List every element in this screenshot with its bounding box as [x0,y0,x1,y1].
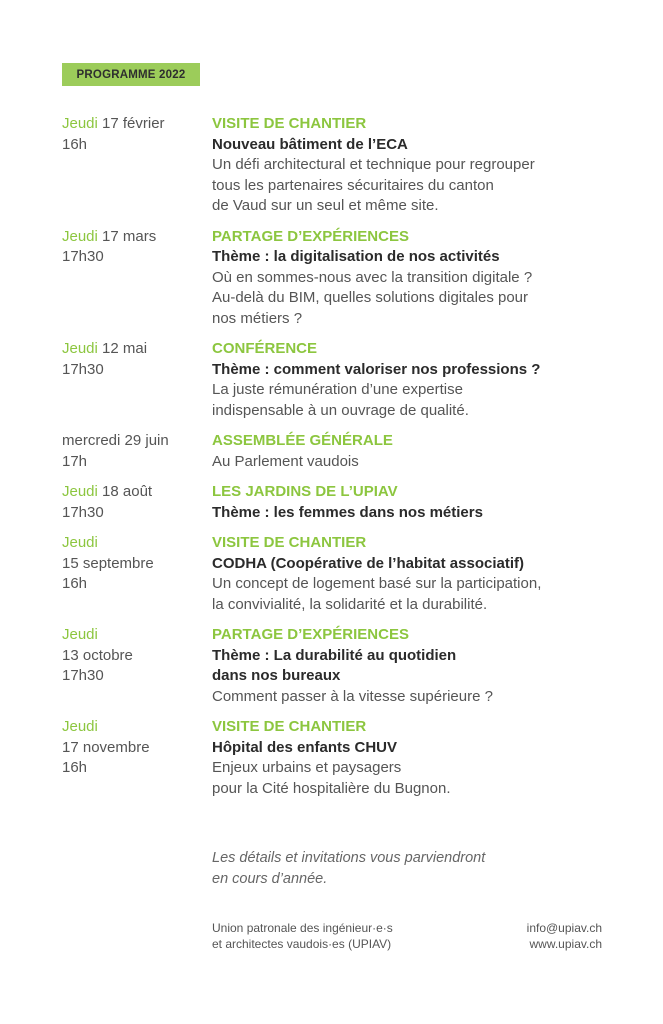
event-time: 16h [62,135,88,153]
event-row [62,482,622,523]
event-time: 16h [62,759,88,776]
event-title: Hôpital des enfants CHUV [212,738,398,756]
event-date [62,339,212,421]
event-detail-line: Au Parlement vaudois [212,452,359,470]
event-category: LES JARDINS DE L’UPIAV [212,483,398,500]
event-title: CODHA (Coopérative de l’habitat associatif) [212,554,524,572]
event-category: VISITE DE CHANTIER [212,534,367,551]
event-detail-line: Un défi architectural et technique pour regrouper [212,156,535,173]
event-detail-line: de Vaud sur un seul et même site. [212,197,439,214]
event-weekday: Jeudi [62,534,98,551]
event-category: PARTAGE D’EXPÉRIENCES [212,626,409,643]
event-category: VISITE DE CHANTIER [212,718,367,735]
event-description [212,431,622,472]
event-time: 17h30 [62,248,104,265]
event-time: 17h30 [62,503,104,521]
event-description [212,482,622,523]
event-description [212,625,622,707]
event-detail-line: Où en sommes-nous avec la transition digitale ? [212,268,533,286]
note-line: Les détails et invitations vous parviendront [212,850,486,866]
event-row [62,114,622,217]
event-description [212,717,622,799]
event-date [62,625,212,707]
event-weekday: Jeudi [62,115,98,132]
event-date [62,717,212,799]
event-day-month: 15 septembre [62,554,154,572]
event-date [62,482,212,523]
event-detail-line: indispensable à un ouvrage de qualité. [212,401,469,419]
event-category: PARTAGE D’EXPÉRIENCES [212,227,409,245]
event-list [62,114,622,809]
email-link[interactable]: info@upiav.ch [526,921,602,935]
event-detail-line: tous les partenaires sécuritaires du canton [212,176,494,194]
event-row [62,533,622,615]
org-line: et architectes vaudois·es (UPIAV) [212,937,392,951]
event-title: Thème : La durabilité au quotidien [212,646,457,664]
event-row [62,625,622,707]
footer-contact [527,920,602,952]
event-category: CONFÉRENCE [212,340,318,357]
event-day-month: 12 mai [97,340,148,357]
org-line: Union patronale des ingénieur·e·s [212,921,393,935]
website-link[interactable]: www.upiav.ch [529,937,602,951]
event-title: Nouveau bâtiment de l’ECA [212,135,408,153]
event-day-month: 17 février [97,115,165,132]
event-detail-line: Un concept de logement basé sur la participation, [212,575,542,592]
event-time: 16h [62,575,88,592]
event-row [62,717,622,799]
event-title: dans nos bureaux [212,667,341,684]
event-row [62,339,622,421]
event-date [62,227,212,330]
event-weekday: Jeudi [62,227,98,245]
event-detail-line: La juste rémunération d’une expertise [212,381,463,398]
event-detail-line: Au-delà du BIM, quelles solutions digitales pour [212,289,529,306]
event-detail-line: Enjeux urbains et paysagers [212,759,402,776]
event-description [212,227,622,330]
event-row [62,227,622,330]
event-description [212,339,622,421]
event-description [212,533,622,615]
event-time: 17h30 [62,667,104,684]
event-time: 17h [62,452,88,470]
event-day-month: 13 octobre [62,646,133,664]
event-category: VISITE DE CHANTIER [212,115,367,132]
event-day-month: 17 mars [97,227,157,245]
event-category: ASSEMBLÉE GÉNÉRALE [212,432,393,449]
event-day-month: mercredi 29 juin [62,432,169,449]
footer-organization [212,920,393,952]
event-row [62,431,622,472]
event-weekday: Jeudi [62,626,98,643]
programme-badge: PROGRAMME 2022 [62,63,200,86]
note-line: en cours d’année. [212,870,328,887]
info-note [212,848,485,889]
event-title: Thème : la digitalisation de nos activités [212,248,500,265]
event-day-month: 18 août [97,483,153,500]
event-title: Thème : comment valoriser nos professions ? [212,360,541,378]
event-detail-line: pour la Cité hospitalière du Bugnon. [212,779,451,797]
event-weekday: Jeudi [62,340,98,357]
event-weekday: Jeudi [62,718,98,735]
event-day-month: 17 novembre [62,738,150,756]
event-date [62,114,212,217]
event-time: 17h30 [62,360,104,378]
event-detail-line: nos métiers ? [212,309,303,327]
event-date [62,431,212,472]
event-description [212,114,622,217]
event-detail-line: Comment passer à la vitesse supérieure ? [212,687,493,705]
event-weekday: Jeudi [62,483,98,500]
event-date [62,533,212,615]
event-title: Thème : les femmes dans nos métiers [212,503,483,521]
event-detail-line: la convivialité, la solidarité et la durabilité. [212,595,488,613]
